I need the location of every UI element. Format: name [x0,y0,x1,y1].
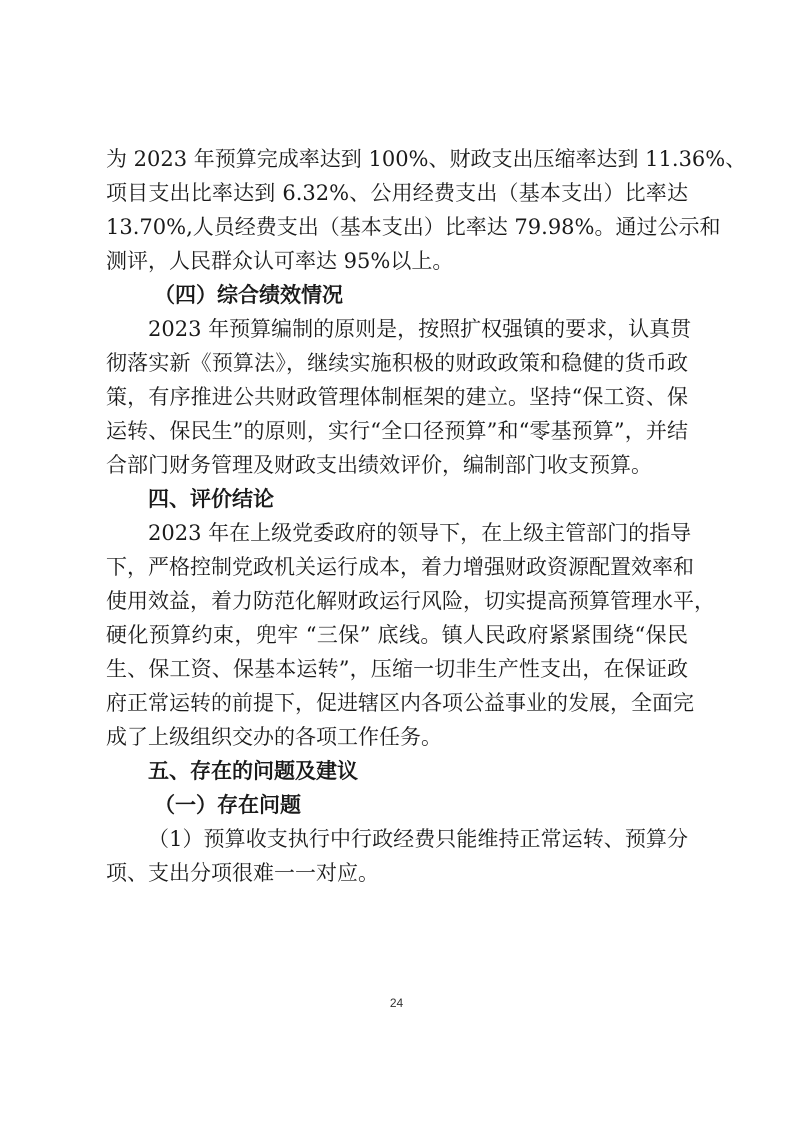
paragraph-issue-1 [106,822,688,890]
section-heading-evaluation-conclusion: 四、评价结论 [148,487,274,511]
paragraph-conclusion [106,516,715,754]
paragraph-line: 策，有序推进公共财政管理体制框架的建立。坚持“保工资、保 [106,385,688,409]
paragraph-line: 13.70%,人员经费支出（基本支出）比率达 79.98%。通过公示和 [106,215,721,239]
paragraph-line: 2023 年预算编制的原则是，按照扩权强镇的要求，认真贯 [148,317,692,341]
paragraph-line: 项目支出比率达到 6.32%、公用经费支出（基本支出）比率达 [106,181,688,205]
paragraph-budget-principles [106,312,692,482]
paragraph-line: 使用效益，着力防范化解财政运行风险，切实提高预算管理水平， [106,589,715,613]
paragraph-line: 府正常运转的前提下，促进辖区内各项公益事业的发展，全面完 [106,691,694,715]
paragraph-line: 硬化预算约束，兜牢 “三保” 底线。镇人民政府紧紧围绕“保民 [106,623,688,647]
paragraph-line: （1）预算收支执行中行政经费只能维持正常运转、预算分 [148,827,688,851]
paragraph-line: 彻落实新《预算法》，继续实施积极的财政政策和稳健的货币政 [106,351,688,375]
section-heading-comprehensive-performance: （四）综合绩效情况 [154,283,343,307]
page-number: 24 [389,996,404,1010]
paragraph-line: 项、支出分项很难一一对应。 [106,861,379,885]
paragraph-performance-rates [106,142,747,278]
paragraph-line: 成了上级组织交办的各项工作任务。 [106,725,442,749]
paragraph-line: 为 2023 年预算完成率达到 100%、财政支出压缩率达到 11.36%、 [106,147,747,171]
paragraph-line: 测评，人民群众认可率达 95%以上。 [106,249,454,273]
section-heading-issues-and-suggestions: 五、存在的问题及建议 [148,759,358,783]
page-body [106,142,747,890]
paragraph-line: 下，严格控制党政机关运行成本，着力增强财政资源配置效率和 [106,555,694,579]
paragraph-line: 合部门财务管理及财政支出绩效评价，编制部门收支预算。 [106,453,652,477]
paragraph-line: 生、保工资、保基本运转”，压缩一切非生产性支出，在保证政 [106,657,688,681]
paragraph-line: 运转、保民生”的原则，实行“全口径预算”和“零基预算”，并结 [106,419,688,443]
paragraph-line: 2023 年在上级党委政府的领导下，在上级主管部门的指导 [148,521,692,545]
section-heading-existing-issues: （一）存在问题 [154,793,301,817]
